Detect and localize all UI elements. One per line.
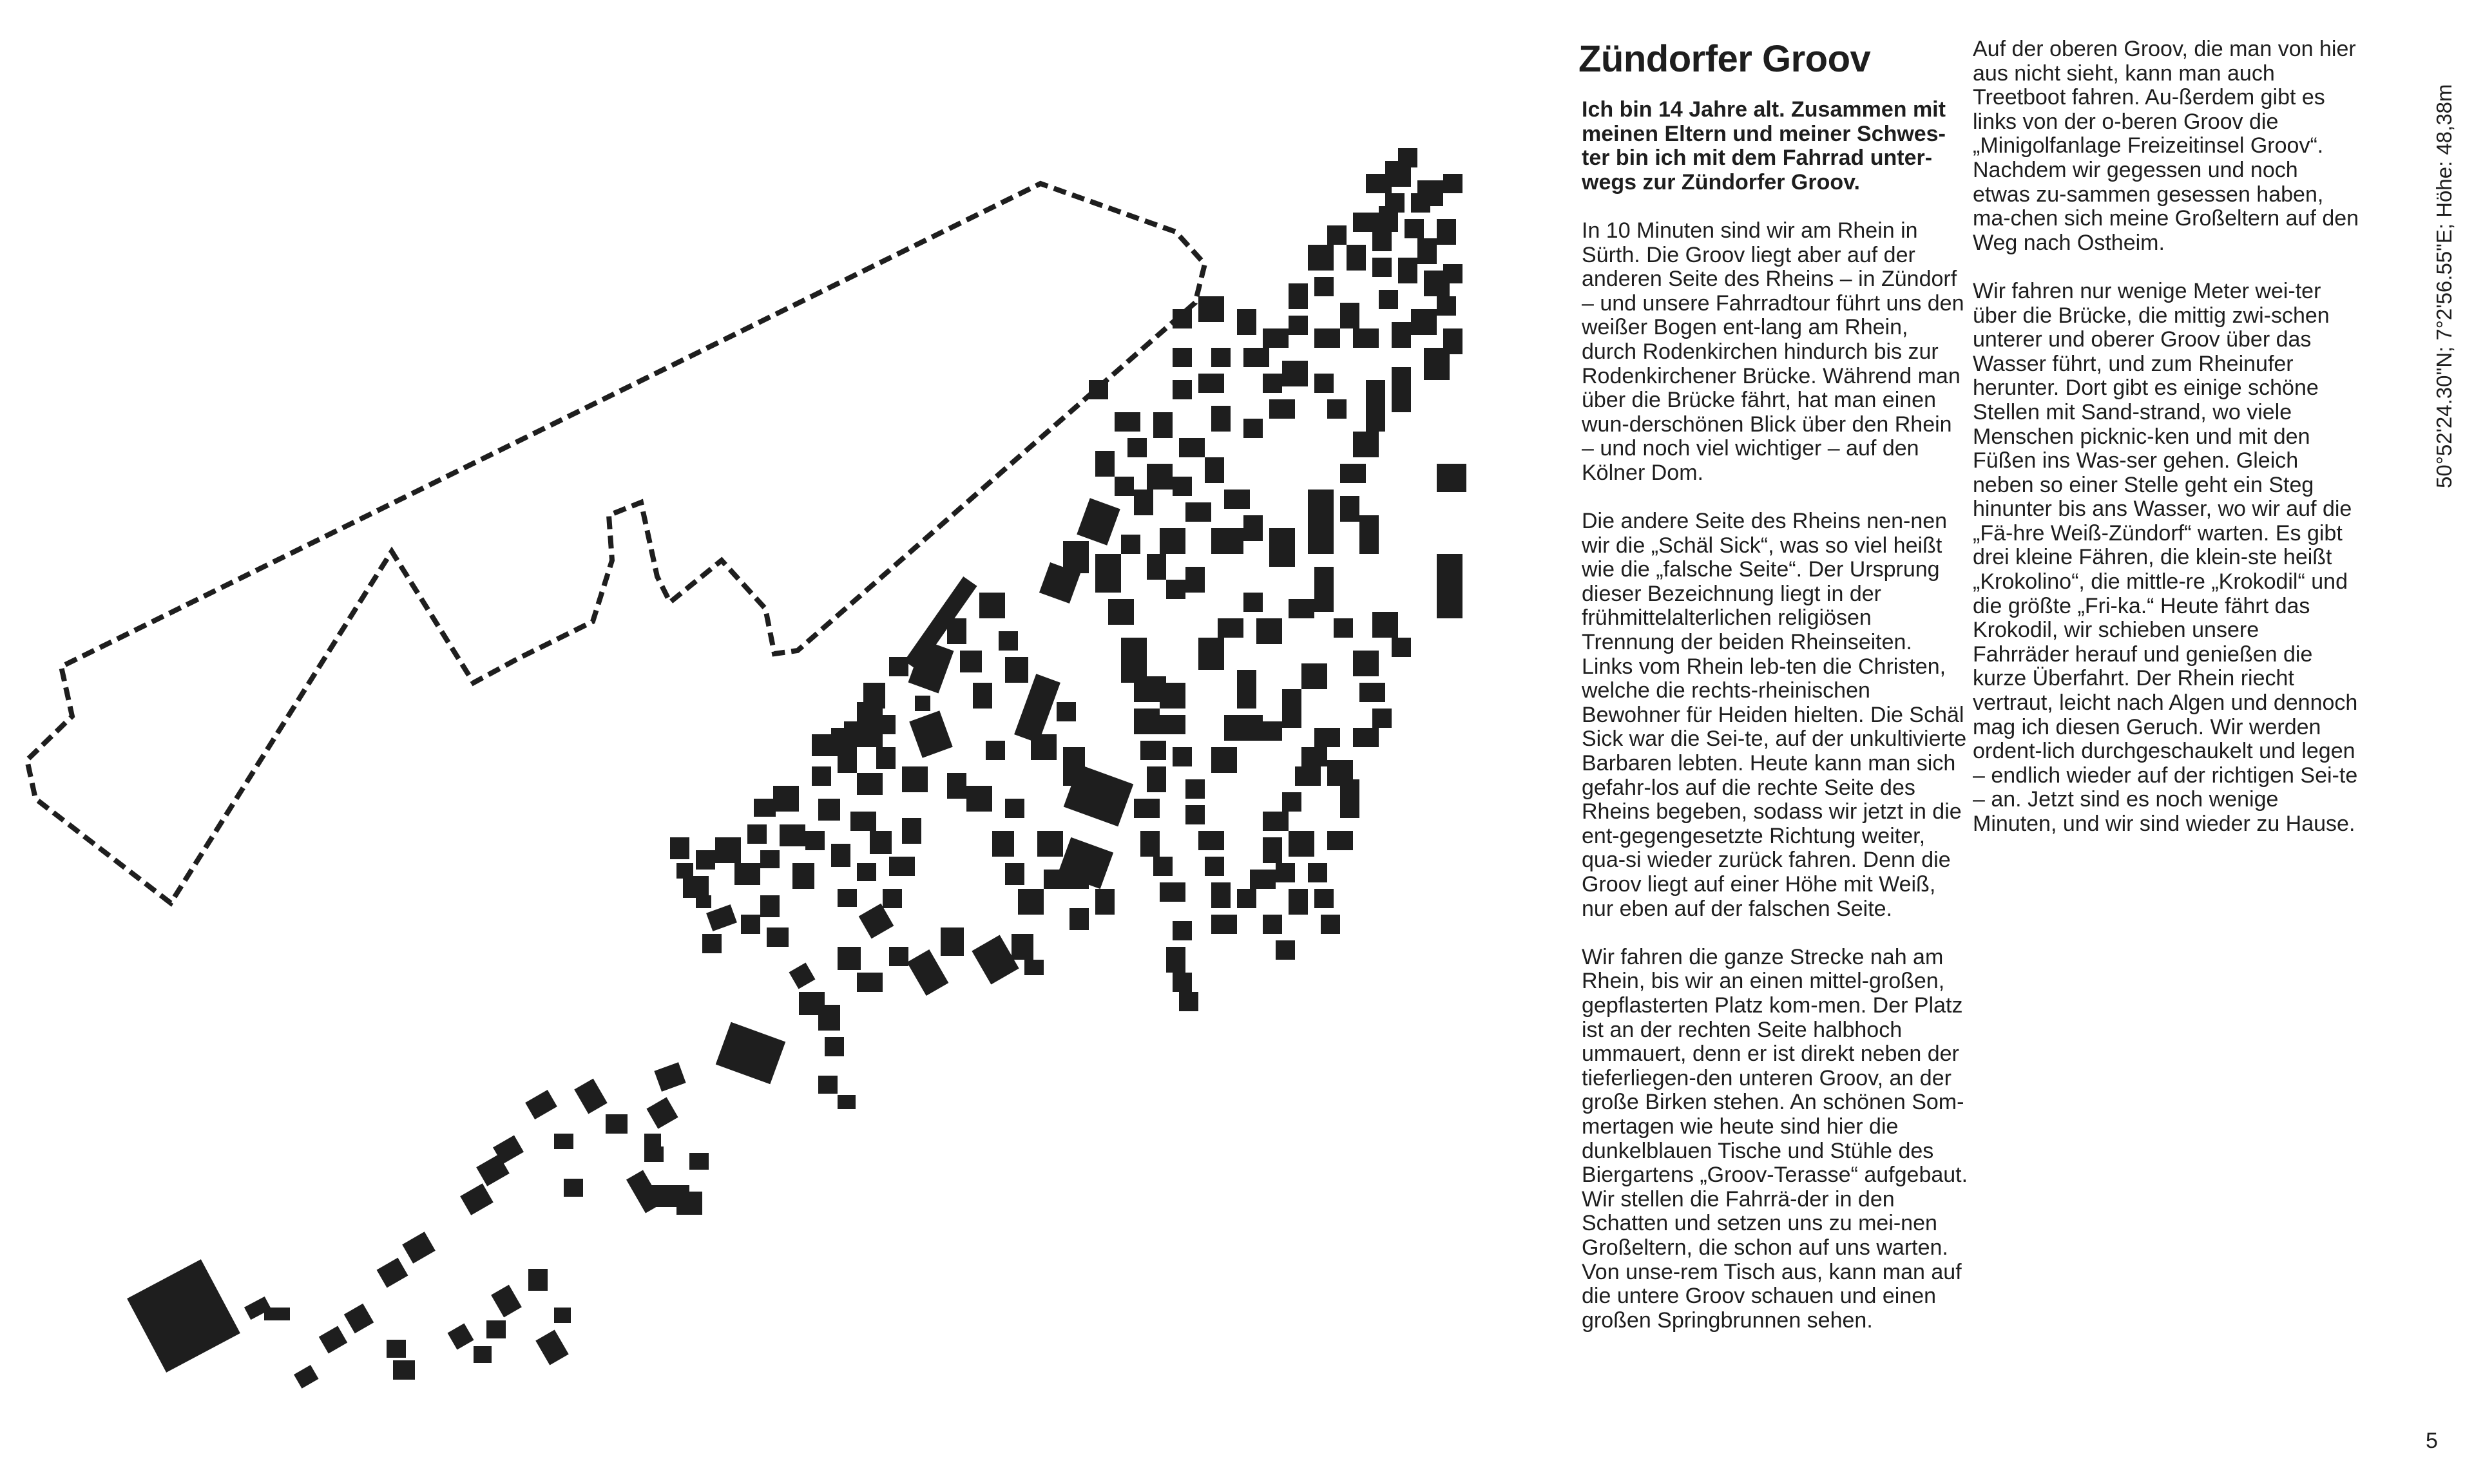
body-paragraph-5: Wir fahren nur wenige Meter wei-ter über die Brücke, die mittig zwi-schen unterer und oberer Groov über das Wasser führt, und zum Rheinufer herunter. Dort gibt es einige schöne Stellen mit Sand-strand, wo viele Menschen picknic-ken und mit den Füßen ins Was-ser gehen. Gleich neben so einer Stelle geht ein Steg hinunter bis ans Wasser, wo wir auf die „Fä-hre Weiß-Zündorf“ warten. Es gibt drei kleine Fähren, die klein-ste heißt „Krokolino“, die mittle-re „Krokodil“ und die größte „Fri-ka.“ Heute fährt das Krokodil, wir schieben unsere Fahrräder herauf und genießen die kurze Überfahrt. Der Rhein riecht vertraut, leicht nach Algen und dennoch mag ich diesen Geruch. Wir werden ordent-lich durchgeschaukelt und legen – endlich wieder auf der richtigen Sei-te – an. Jetzt sind es noch wenige Minuten, und wir sind wieder zu Hause. [1973, 278, 2358, 836]
body-paragraph-1: In 10 Minuten sind wir am Rhein in Sürth. Die Groov liegt aber auf der anderen Seite des Rheins – in Zündorf – und unsere Fahrradtour führt uns den weißer Bogen ent-lang am Rhein, durch Rodenkirchen hindurch bis zur Rodenkirchener Brücke. Während man über die Brücke fährt, hat man einen wun-derschönen Blick über den Rhein – und noch viel wichtiger – auf den Kölner Dom. [1582, 218, 1964, 485]
geo-coordinates: 50°52'24.30"N; 7°2'56.55"E; Höhe: 48,38m [2432, 84, 2456, 488]
body-paragraph-2: Die andere Seite des Rheins nen-nen wir die „Schäl Sick“, was so viel heißt wie die „falsche Seite“. Der Ursprung dieser Bezeichnung liegt in der frühmittelalterlichen religiösen Trennung der beiden Rheinseiten. Links vom Rhein leb-ten die Christen, welche die rechts-rheinischen Bewohner für Heiden hielten. Die Schäl Sick war die Sei-te, auf der unkultivierte Barbaren lebten. Heute kann man sich gefahr-los auf die rechte Seite des Rheins begeben, sodass wir jetzt in die ent-gegengesetzte Richtung weiter, qua-si wieder zurück fahren. Denn die Groov liegt auf einer Höhe mit Weiß, nur eben auf der falschen Seite. [1582, 509, 1967, 921]
groov-boundary-outline [27, 184, 1205, 903]
page-number: 5 [2426, 1429, 2438, 1453]
body-paragraph-3: Wir fahren die ganze Strecke nah am Rhein, bis wir an einen mittel-großen, gepflasterten Platz kom-men. Der Platz ist an der rechten Seite halbhoch ummauert, denn er ist direkt neben der tieferliegen-den unteren Groov, an der große Birken stehen. An schönen Som-mertagen wie heute sind hier die dunkelblauen Tische und Stühle des Biergartens „Groov-Terasse“ aufgebaut. Wir stellen die Fahrrä-der in den Schatten und setzen uns zu mei-nen Großeltern, die schon auf uns warten. Von unse-rem Tisch aus, kann man auf die untere Groov schauen und einen großen Springbrunnen sehen. [1582, 944, 1968, 1333]
body-paragraph-4: Auf der oberen Groov, die man von hier aus nicht sieht, kann man auch Treetboot fahren. Au-ßerdem gibt es links von der o-beren Groov die „Minigolfanlage Freizeitinsel Groov“. Nachdem wir gegessen und noch etwas zu-sammen gesessen haben, ma-chen sich meine Großeltern auf den Weg nach Ostheim. [1973, 37, 2359, 255]
text-column-right [1973, 37, 2359, 861]
page-title: Zündorfer Groov [1578, 38, 1871, 80]
lead-paragraph: Ich bin 14 Jahre alt. Zusammen mit meinen Eltern und meiner Schwes-ter bin ich mit dem Fahrrad unter-wegs zur Zündorfer Groov. [1582, 97, 1946, 195]
building-footprints [127, 148, 1466, 1389]
text-column-left [1582, 98, 1968, 1357]
